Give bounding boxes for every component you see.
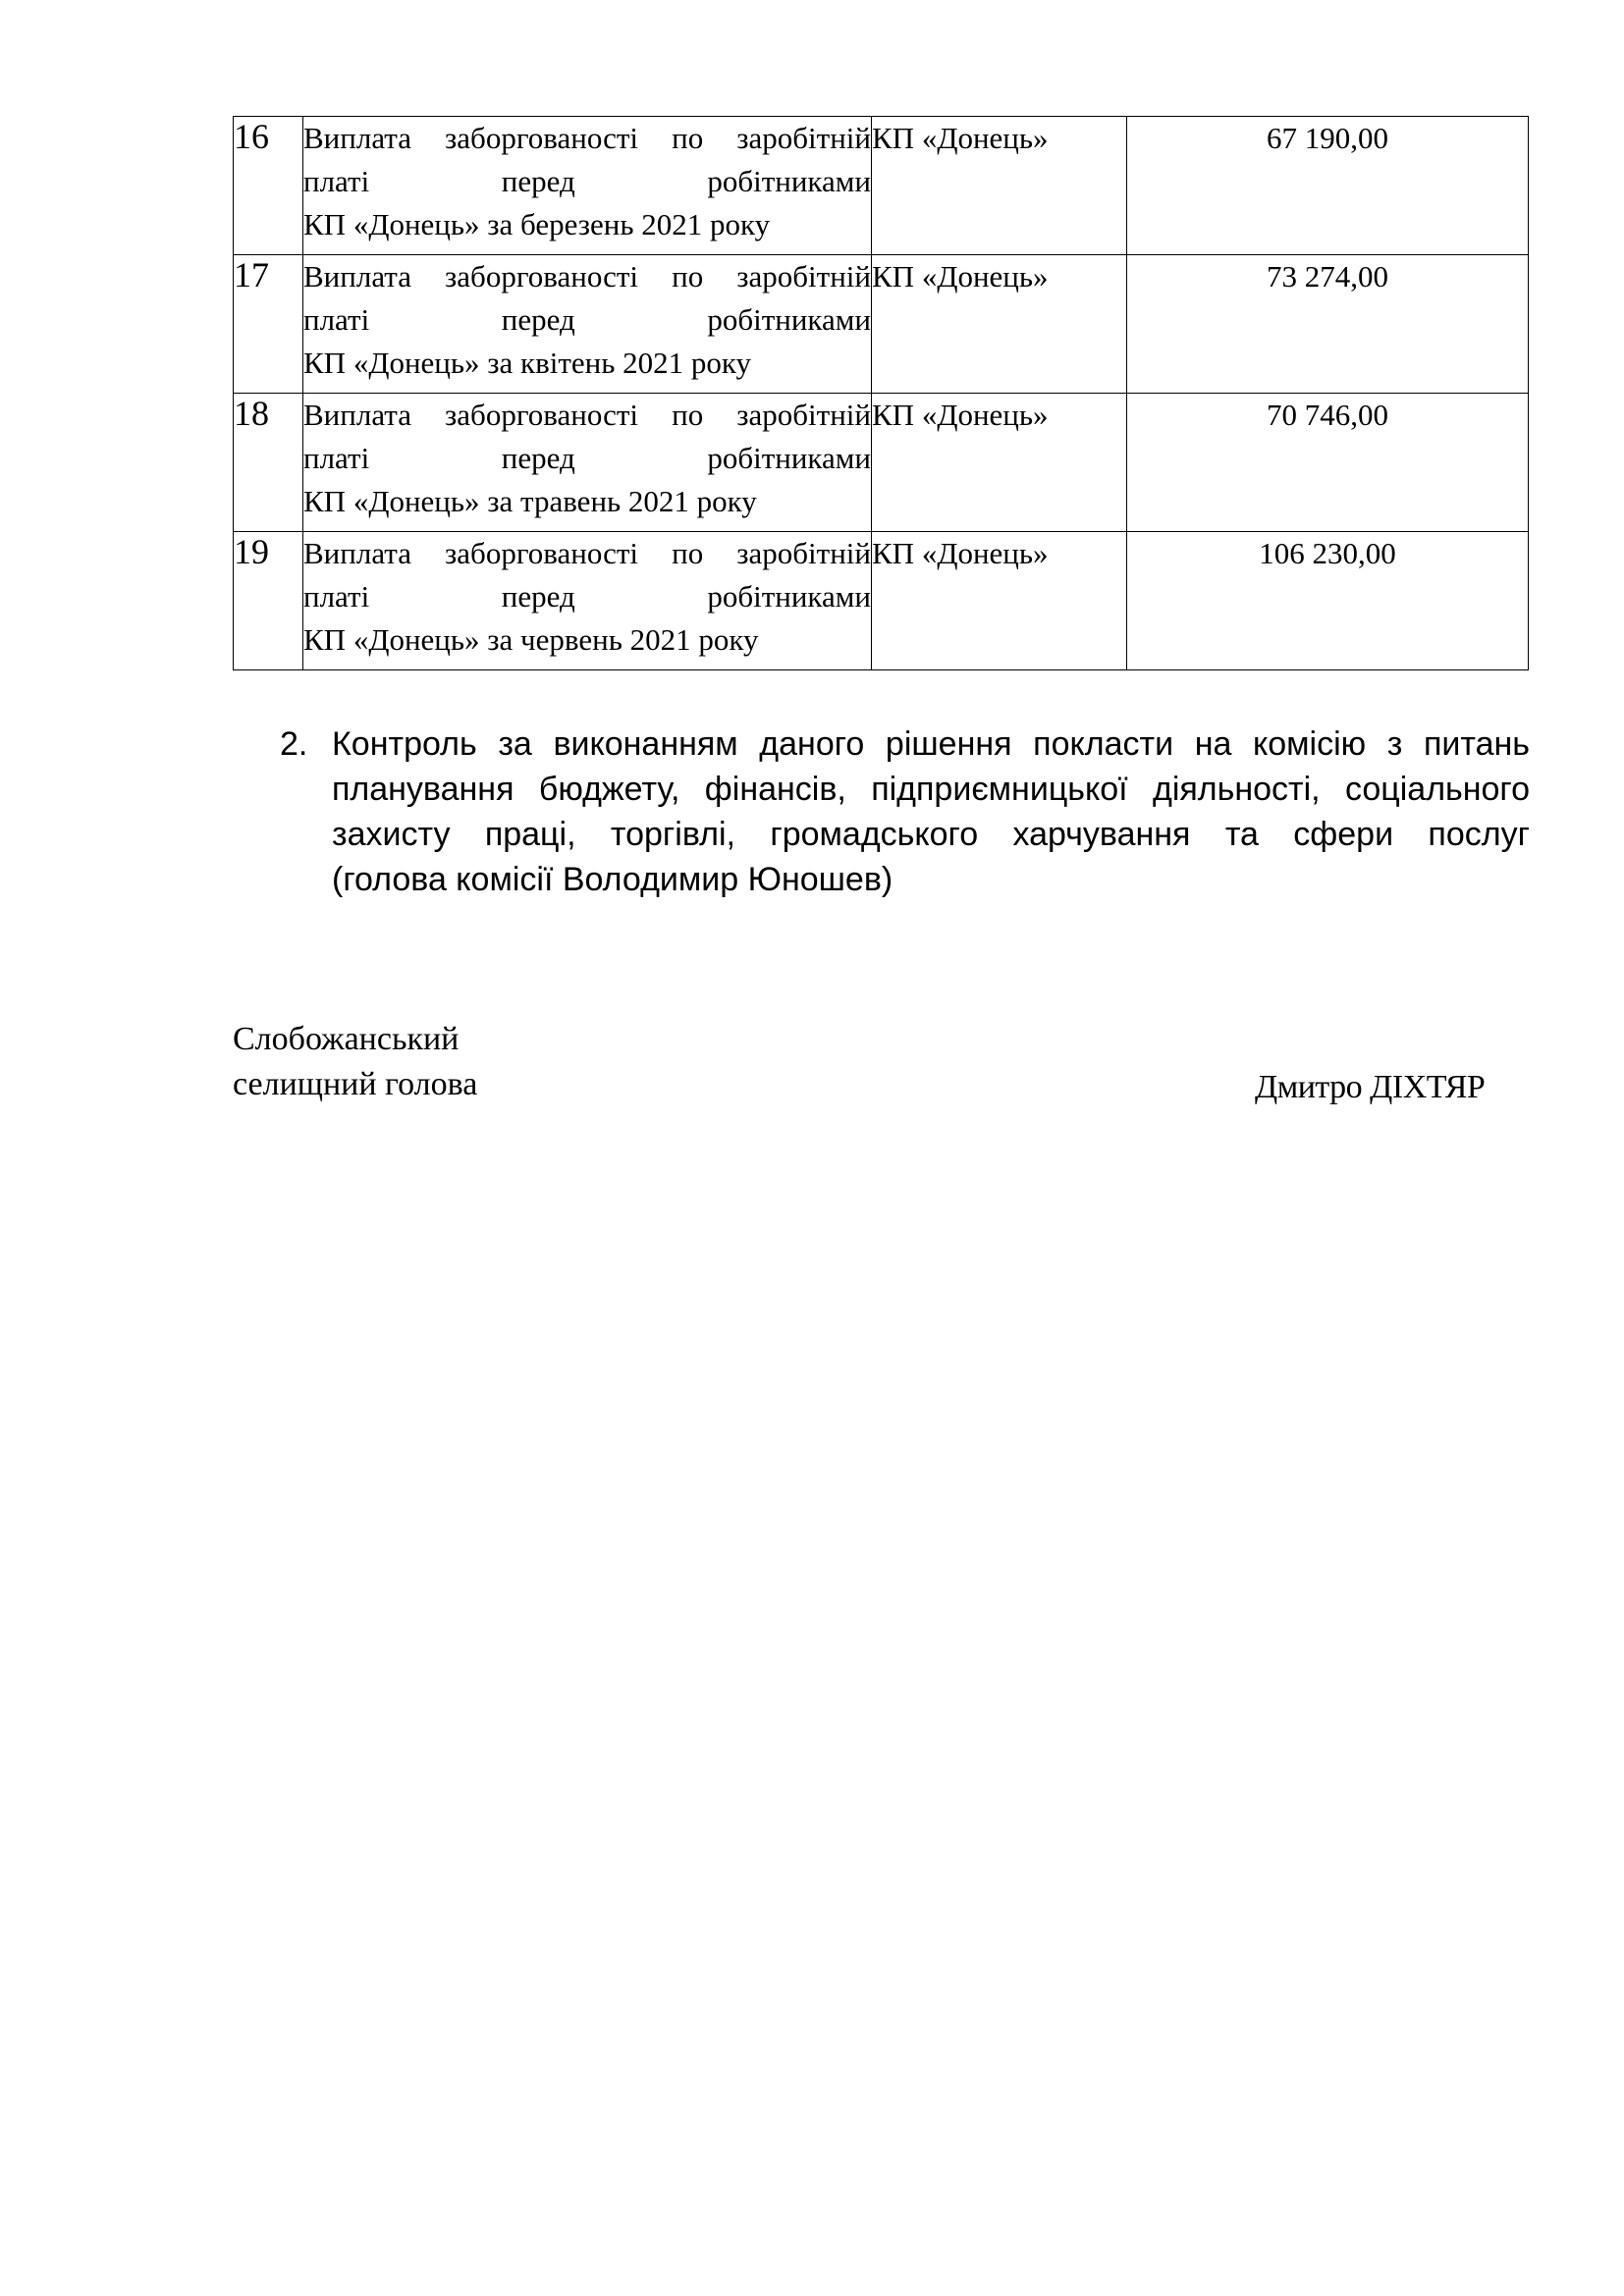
row-organization: КП «Донець»: [872, 117, 1127, 255]
row-description: [303, 532, 872, 670]
paragraph-body: [332, 721, 1530, 902]
paragraph-line: захисту праці, торгівлі, громадського харчування та сфери послуг: [332, 816, 1530, 853]
row-number: 19: [234, 532, 303, 670]
row-description: [303, 255, 872, 394]
signatory-name: Дмитро ДІХТЯР: [1255, 1069, 1486, 1105]
table-row: [234, 394, 1529, 532]
row-amount: 73 274,00: [1127, 255, 1529, 394]
signatory-title: [233, 1017, 477, 1107]
row-number: 18: [234, 394, 303, 532]
payments-table: [233, 116, 1529, 670]
description-line: Виплата заборгованості по заробітній: [303, 536, 871, 570]
row-description: [303, 117, 872, 255]
description-line: Виплата заборгованості по заробітній: [303, 259, 871, 294]
paragraph-line: планування бюджету, фінансів, підприємницької діяльності, соціального: [332, 771, 1530, 808]
row-description: [303, 394, 872, 532]
row-amount: 70 746,00: [1127, 394, 1529, 532]
table-row: [234, 255, 1529, 394]
description-line: платі перед робітниками: [303, 164, 871, 198]
row-number: 16: [234, 117, 303, 255]
row-organization: КП «Донець»: [872, 394, 1127, 532]
table-row: [234, 532, 1529, 670]
paragraph-line: Контроль за виконанням даного рішення покласти на комісію з питань: [332, 725, 1530, 763]
row-amount: 67 190,00: [1127, 117, 1529, 255]
row-number: 17: [234, 255, 303, 394]
signatory-title-line: Слобожанський: [233, 1021, 460, 1057]
description-line: платі перед робітниками: [303, 302, 871, 337]
paragraph-line: (голова комісії Володимир Юношев): [332, 861, 893, 898]
table-row: [234, 117, 1529, 255]
description-line: КП «Донець» за березень 2021 року: [303, 207, 771, 241]
paragraph-number: 2.: [280, 725, 308, 763]
row-organization: КП «Донець»: [872, 255, 1127, 394]
row-amount: 106 230,00: [1127, 532, 1529, 670]
description-line: Виплата заборгованості по заробітній: [303, 398, 871, 432]
description-line: КП «Донець» за квітень 2021 року: [303, 346, 752, 380]
description-line: Виплата заборгованості по заробітній: [303, 121, 871, 155]
description-line: КП «Донець» за травень 2021 року: [303, 484, 757, 518]
signatory-title-line: селищний голова: [233, 1066, 478, 1102]
description-line: КП «Донець» за червень 2021 року: [303, 622, 759, 657]
row-organization: КП «Донець»: [872, 532, 1127, 670]
description-line: платі перед робітниками: [303, 579, 871, 614]
description-line: платі перед робітниками: [303, 441, 871, 475]
